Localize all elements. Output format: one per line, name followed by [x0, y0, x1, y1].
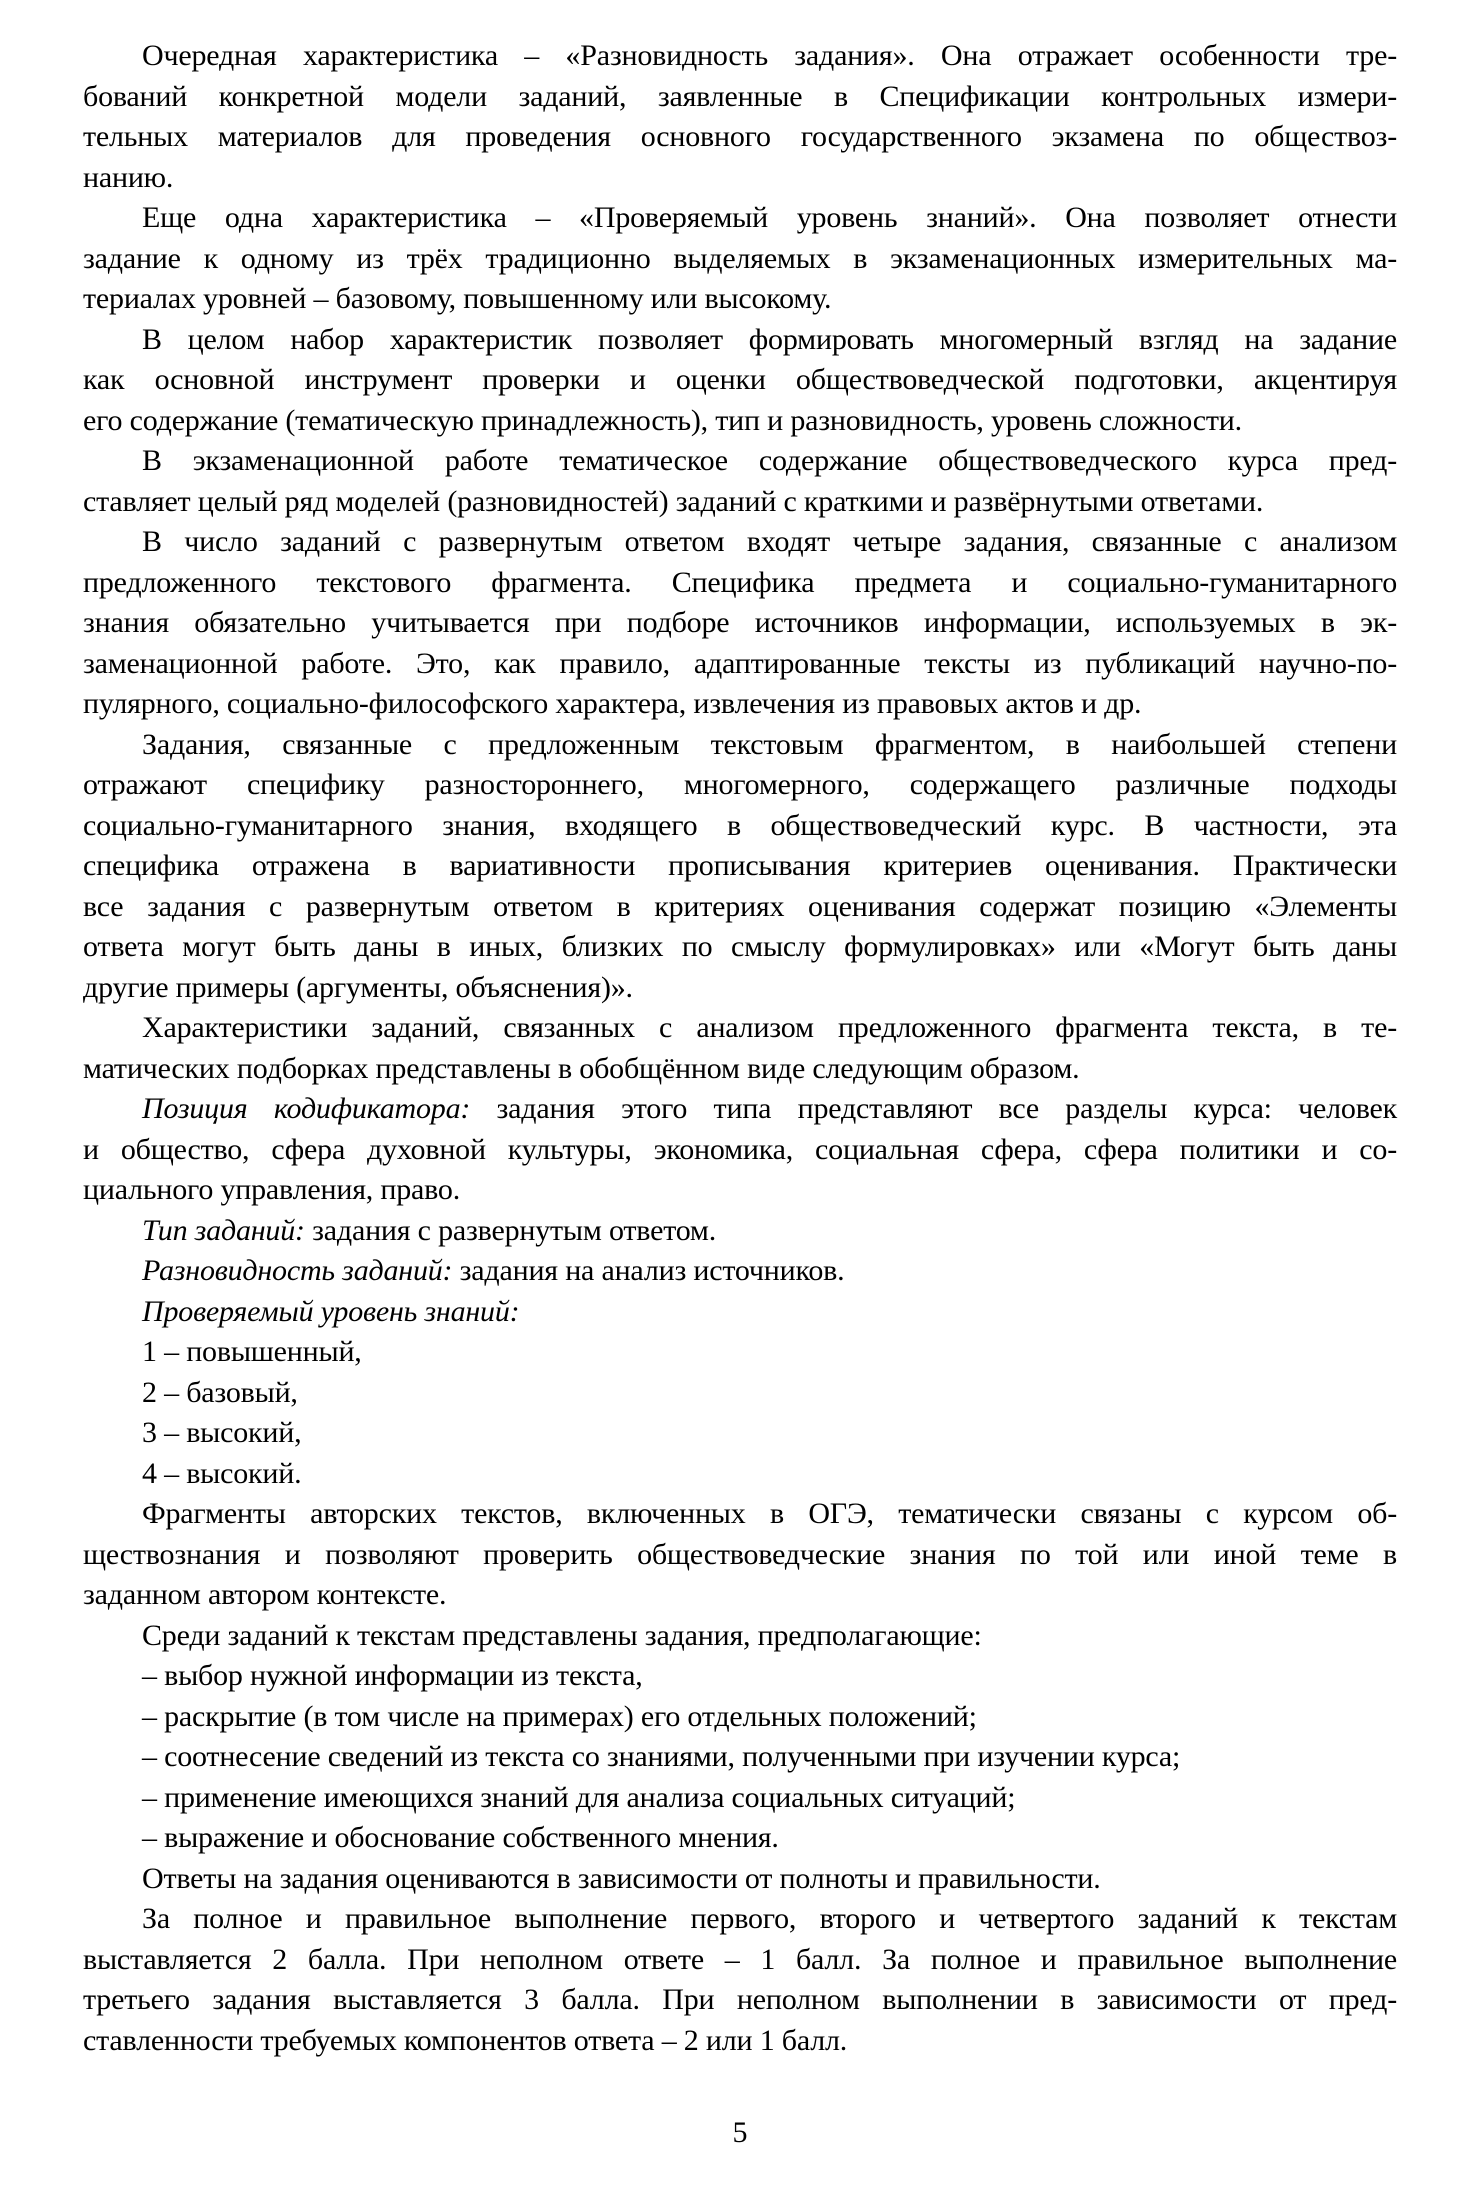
text-line: третьего задания выставляется 3 балла. При неполном выполнении в зависимости от пред- [83, 1983, 1397, 2016]
text-line: – применение имеющихся знаний для анализа социальных ситуаций; [142, 1780, 1016, 1814]
text-line: задание к одному из трёх традиционно выделяемых в экзаменационных измерительных ма- [83, 241, 1397, 275]
text-line: социально-гуманитарного знания, входящего в обществоведческий курс. В частности, эта [83, 808, 1397, 842]
text-line: Среди заданий к текстам представлены задания, предполагающие: [142, 1618, 982, 1652]
text-line [83, 1089, 1397, 1130]
text-line: В экзаменационной работе тематическое содержание обществоведческого курса пред- [142, 444, 1397, 477]
text-line: 2 – базовый, [142, 1375, 298, 1409]
text-line [83, 1292, 1397, 1333]
text-line: выставляется 2 балла. При неполном ответе – 1 балл. За полное и правильное выполнение [83, 1942, 1397, 1976]
text-line: его содержание (тематическую принадлежность), тип и разновидность, уровень сложности. [83, 403, 1242, 437]
text-line: предложенного текстового фрагмента. Специфика предмета и социально-гуманитарного [83, 565, 1397, 599]
text-line: тельных материалов для проведения основного государственного экзамена по обществоз- [83, 120, 1397, 153]
page-number: 5 [732, 2116, 748, 2149]
text-line: 4 – высокий. [142, 1456, 302, 1490]
text-line: Задания, связанные с предложенным текстовым фрагментом, в наибольшей степени [142, 727, 1397, 761]
text-line: ставленности требуемых компонентов ответа – 2 или 1 балл. [83, 2023, 848, 2057]
italic-lead: Позиция кодификатора: [142, 1092, 471, 1125]
text-line [83, 1211, 1397, 1252]
text-line: Ответы на задания оцениваются в зависимости от полноты и правильности. [142, 1861, 1101, 1895]
text-line: как основной инструмент проверки и оценки обществоведческой подготовки, акцентируя [83, 363, 1397, 396]
text-line: заданном автором контексте. [83, 1578, 447, 1611]
text-line: 1 – повышенный, [142, 1335, 362, 1368]
line-rest: задания на анализ источников. [452, 1254, 845, 1287]
text-line: матических подборках представлены в обобщённом виде следующим образом. [83, 1051, 1080, 1085]
text-line: другие примеры (аргументы, объяснения)». [83, 970, 633, 1004]
text-line: За полное и правильное выполнение первого, второго и четвертого заданий к текстам [142, 1902, 1397, 1935]
text-line: знания обязательно учитывается при подборе источников информации, используемых в эк- [83, 606, 1397, 639]
line-rest: задания с развернутым ответом. [304, 1213, 717, 1247]
text-line: заменационной работе. Это, как правило, адаптированные тексты из публикаций научно-по- [83, 646, 1397, 680]
text-line: 3 – высокий, [142, 1416, 302, 1449]
text-line: нанию. [83, 160, 174, 194]
text-line: В число заданий с развернутым ответом входят четыре задания, связанные с анализом [142, 525, 1397, 558]
text-line: ставляет целый ряд моделей (разновидностей) заданий с краткими и развёрнутыми ответами. [83, 484, 1264, 518]
italic-lead: Разновидность заданий: [142, 1254, 453, 1287]
text-line: – выражение и обоснование собственного мнения. [142, 1821, 779, 1854]
text-block [83, 36, 1397, 2061]
text-line: и общество, сфера духовной культуры, экономика, социальная сфера, сфера политики и со- [83, 1132, 1397, 1166]
text-line: пулярного, социально-философского характера, извлечения из правовых актов и др. [83, 687, 1142, 720]
line-rest: задания этого типа представляют все разделы курса: человек [470, 1092, 1397, 1125]
text-line: Очередная характеристика – «Разновидность задания». Она отражает особенности тре- [142, 39, 1397, 72]
text-line: отражают специфику разностороннего, многомерного, содержащего различные подходы [83, 768, 1397, 801]
text-line: Характеристики заданий, связанных с анализом предложенного фрагмента текста, в те- [142, 1011, 1397, 1044]
text-line: – выбор нужной информации из текста, [142, 1659, 643, 1692]
text-line: ществознания и позволяют проверить обществоведческие знания по той или иной теме в [83, 1537, 1397, 1571]
text-line: бований конкретной модели заданий, заявленные в Спецификации контрольных измери- [83, 79, 1397, 113]
text-line: – раскрытие (в том числе на примерах) его отдельных положений; [142, 1699, 977, 1733]
text-line: териалах уровней – базовому, повышенному или высокому. [83, 282, 832, 315]
text-line: ответа могут быть даны в иных, близких по смыслу формулировках» или «Могут быть даны [83, 930, 1397, 963]
text-line: В целом набор характеристик позволяет формировать многомерный взгляд на задание [142, 322, 1397, 356]
text-line: циального управления, право. [83, 1173, 461, 1206]
text-line: Фрагменты авторских текстов, включенных в ОГЭ, тематически связаны с курсом об- [142, 1497, 1397, 1530]
text-line: специфика отражена в вариативности прописывания критериев оценивания. Практически [83, 849, 1397, 882]
text-line: Еще одна характеристика – «Проверяемый уровень знаний». Она позволяет отнести [142, 201, 1397, 234]
text-line: – соотнесение сведений из текста со знаниями, полученными при изучении курса; [142, 1740, 1181, 1773]
text-line [83, 1251, 1397, 1292]
italic-lead: Проверяемый уровень знаний: [142, 1294, 520, 1328]
text-line: все задания с развернутым ответом в критериях оценивания содержат позицию «Элементы [83, 889, 1397, 923]
italic-lead: Тип заданий: [142, 1213, 305, 1247]
